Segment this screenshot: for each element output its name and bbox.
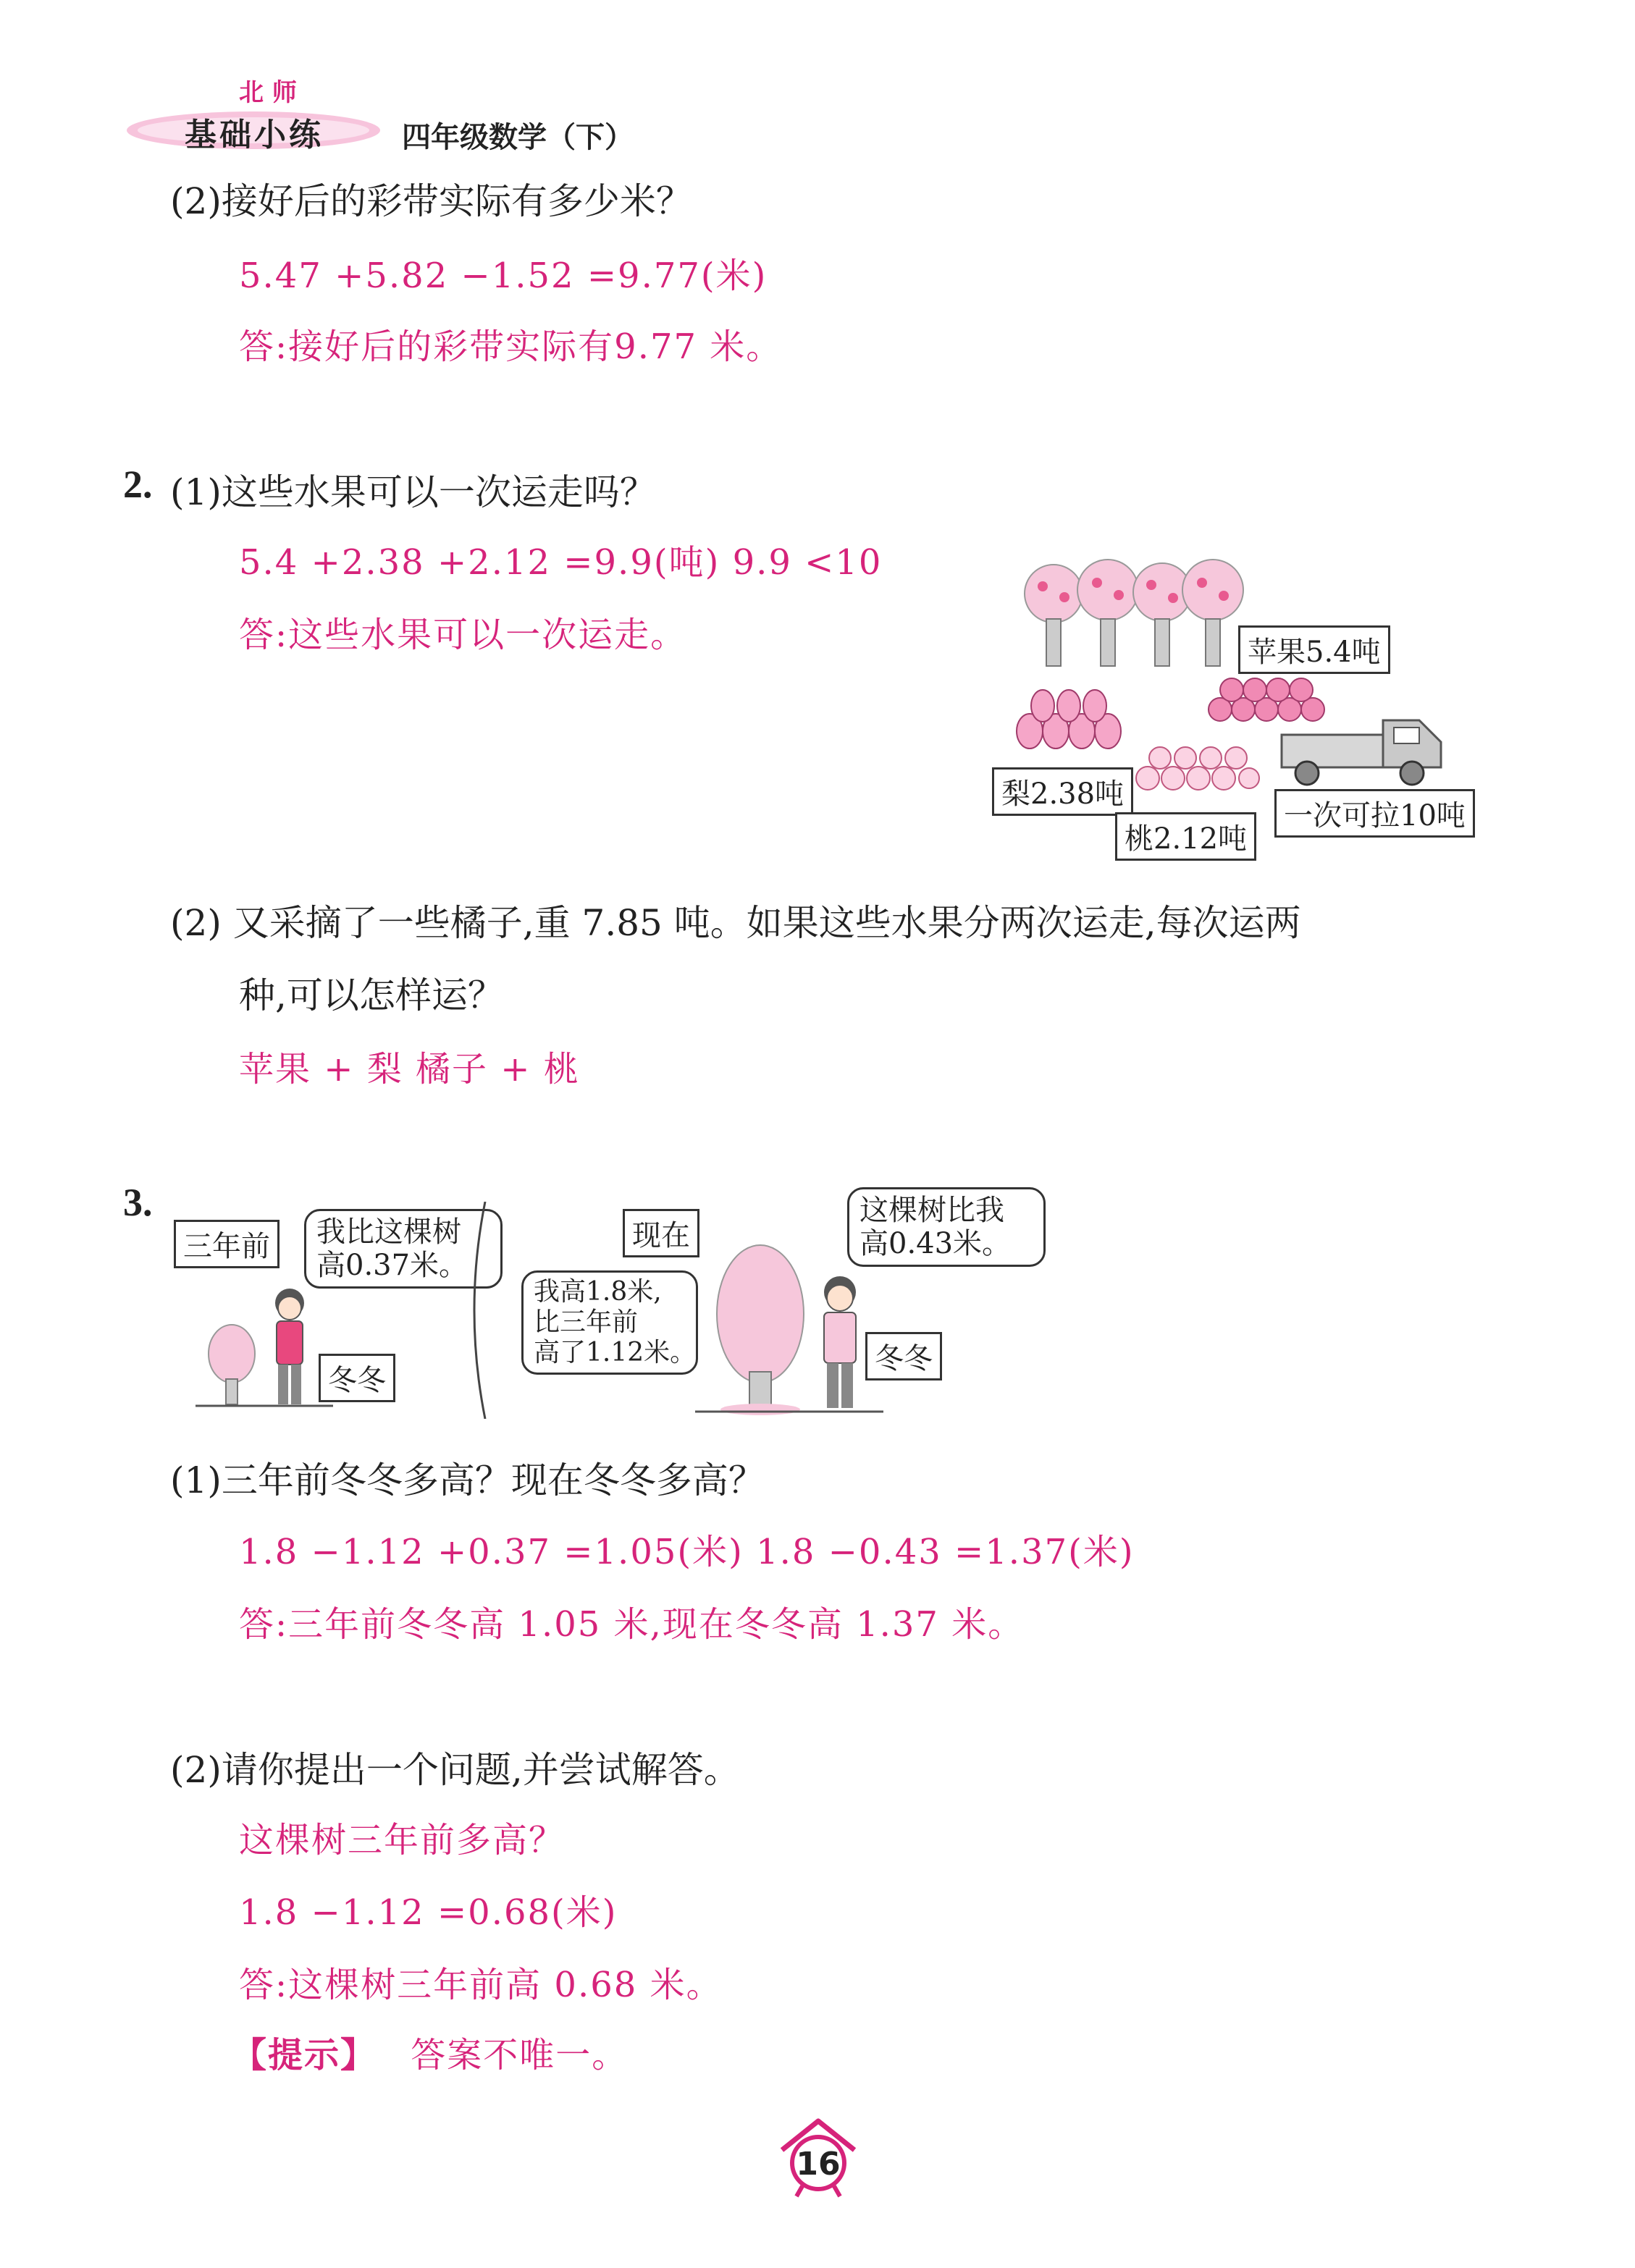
q2-part1-question: (1)这些水果可以一次运走吗？ xyxy=(170,471,656,513)
now-name-label: 冬冬 xyxy=(865,1332,942,1380)
past-bubble-line2: 高0.37米。 xyxy=(316,1249,468,1282)
q2-number: 2. xyxy=(123,463,153,506)
q1-part2-answer: 答:接好后的彩带实际有9.77 米。 xyxy=(239,326,783,367)
brand-main-text: 基础小练 xyxy=(185,117,324,153)
truck-image xyxy=(1274,699,1455,793)
q3-part1-formula: 1.8 −1.12 +0.37 =1.05(米) 1.8 −0.43 =1.37(米) xyxy=(239,1532,1135,1572)
q3-part2-ask: 这棵树三年前多高？ xyxy=(239,1820,566,1860)
page-number-badge xyxy=(775,2114,862,2201)
q3-part1-answer: 答:三年前冬冬高 1.05 米,现在冬冬高 1.37 米。 xyxy=(239,1604,1025,1645)
brand-top-text: 北 师 xyxy=(239,78,297,107)
q3-part2-question: (2)请你提出一个问题,并尝试解答。 xyxy=(170,1749,740,1791)
past-scene-image xyxy=(196,1278,333,1408)
q2-part1-formula: 5.4 +2.38 +2.12 =9.9(吨) 9.9 <10 xyxy=(239,542,883,583)
q3-part1-question: (1)三年前冬冬多高？现在冬冬多高？ xyxy=(170,1459,765,1501)
now-right-bubble-line1: 这棵树比我 xyxy=(859,1194,1004,1227)
height-illustration xyxy=(167,1180,1064,1419)
truck-label: 一次可拉10吨 xyxy=(1274,789,1475,838)
now-left-speech-bubble xyxy=(521,1270,698,1375)
q3-part2-formula: 1.8 −1.12 =0.68(米) xyxy=(239,1892,618,1933)
q1-part2-formula: 5.47 +5.82 −1.52 =9.77(米) xyxy=(239,256,768,296)
now-label: 现在 xyxy=(623,1209,699,1257)
hint-tag: 【提示】 xyxy=(232,2035,377,2075)
apple-label: 苹果5.4吨 xyxy=(1238,625,1390,674)
now-left-bubble-line2: 比三年前 xyxy=(534,1307,639,1337)
panel-divider xyxy=(463,1202,492,1419)
past-label: 三年前 xyxy=(174,1220,279,1268)
q2-part1-answer: 答:这些水果可以一次运走。 xyxy=(239,615,687,655)
peach-pile-image xyxy=(1130,742,1260,793)
past-name-label: 冬冬 xyxy=(319,1354,395,1402)
now-right-bubble-line2: 高0.43米。 xyxy=(859,1227,1012,1260)
pear-label: 梨2.38吨 xyxy=(992,767,1133,816)
q2-part2-question-line1: (2) 又采摘了一些橘子,重 7.85 吨。如果这些水果分两次运走,每次运两 xyxy=(170,902,1301,944)
pear-pile-image xyxy=(1014,680,1137,753)
page-number: 16 xyxy=(796,2146,841,2183)
past-bubble-line1: 我比这棵树 xyxy=(316,1215,461,1249)
now-left-bubble-line1: 我高1.8米, xyxy=(534,1277,662,1307)
q2-part2-question-line2: 种,可以怎样运？ xyxy=(239,974,504,1016)
q3-hint xyxy=(232,2027,628,2077)
fruit-illustration xyxy=(985,550,1506,854)
header-subtitle: 四年级数学（下） xyxy=(402,121,634,154)
q2-part2-answer: 苹果 + 梨 橘子 + 桃 xyxy=(239,1049,580,1089)
hint-text: 答案不唯一。 xyxy=(411,2035,629,2075)
q3-number: 3. xyxy=(123,1181,153,1224)
q3-part2-answer: 答:这棵树三年前高 0.68 米。 xyxy=(239,1965,723,2005)
now-left-bubble-line3: 高了1.12米。 xyxy=(534,1338,697,1367)
fruit-trees-image xyxy=(1021,550,1253,673)
q1-part2-question: (2)接好后的彩带实际有多少米？ xyxy=(170,180,692,222)
now-scene-image xyxy=(695,1234,883,1415)
peach-label: 桃2.12吨 xyxy=(1115,812,1256,861)
